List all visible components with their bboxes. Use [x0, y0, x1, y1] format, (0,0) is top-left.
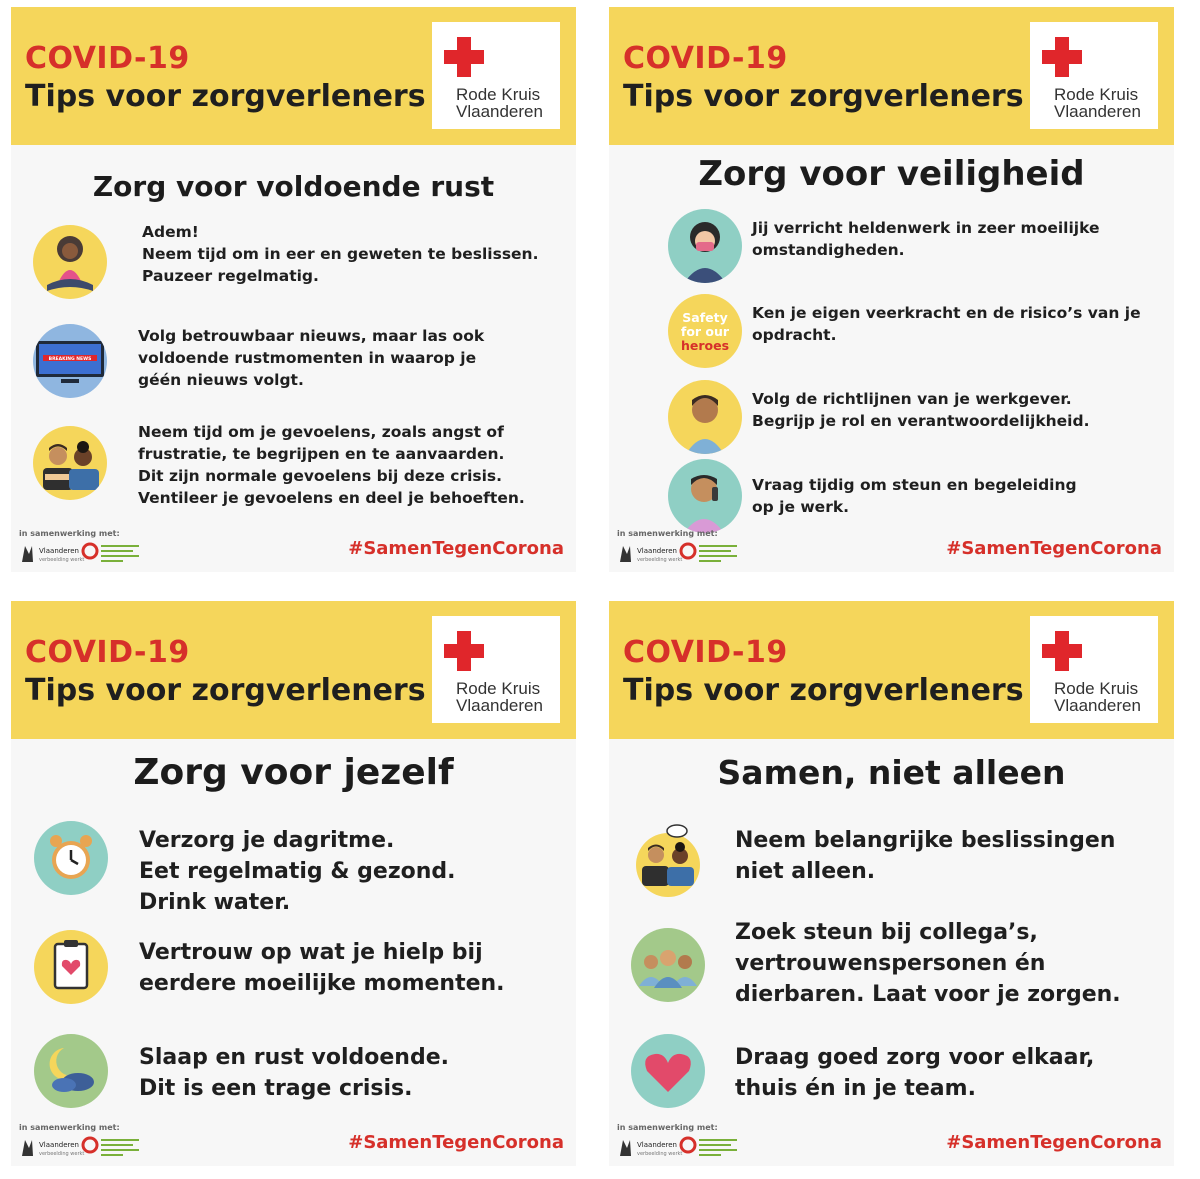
tip-card-jezelf: [11, 601, 576, 1166]
alarm-clock-icon: [34, 821, 108, 895]
partner-name: Vlaanderen: [39, 1141, 79, 1149]
tip-card-rust: [11, 7, 576, 572]
partner-label: in samenwerking met:: [617, 529, 718, 538]
partner-label: in samenwerking met:: [617, 1123, 718, 1132]
partner-label: in samenwerking met:: [19, 529, 120, 538]
badge-line-1: Safety: [682, 310, 728, 325]
partner-tagline: verbeelding werkt: [39, 1151, 85, 1157]
partner-logos: [617, 1132, 743, 1162]
badge-line-2: for our: [680, 324, 730, 339]
tip-text: Verzorg je dagritme. Eet regelmatig & gezond. Drink water.: [139, 828, 456, 915]
caregivers-talking-icon: [631, 823, 705, 897]
logo-line-1: Rode Kruis: [1054, 85, 1139, 104]
logo-line-1: Rode Kruis: [456, 679, 541, 698]
header-title: Tips voor zorgverleners: [25, 79, 426, 114]
tip-text: Zoek steun bij collega’s, vertrouwenspersonen én dierbaren. Laat voor je zorgen.: [735, 920, 1121, 1007]
header-title: Tips voor zorgverleners: [25, 673, 426, 708]
partner-logos: [19, 538, 145, 568]
hashtag: #SamenTegenCorona: [348, 1132, 564, 1153]
rode-kruis-logo: [1030, 22, 1158, 129]
logo-line-2: Vlaanderen: [1054, 696, 1141, 715]
partner-logos: [617, 538, 743, 568]
rode-kruis-logo: [1030, 616, 1158, 723]
partner-name: Vlaanderen: [39, 547, 79, 555]
card-title: Zorg voor voldoende rust: [92, 170, 495, 203]
masked-nurse-icon: [668, 209, 742, 283]
caregiver-man-icon: [668, 380, 742, 454]
tip-text: Ken je eigen veerkracht en de risico’s van je opdracht.: [752, 304, 1141, 344]
moon-cloud-icon: [34, 1034, 108, 1108]
tv-news-label: BREAKING NEWS: [48, 357, 92, 362]
tip-text: Slaap en rust voldoende. Dit is een trage crisis.: [139, 1045, 449, 1101]
badge-line-3: heroes: [680, 338, 730, 353]
card-title: Zorg voor veiligheid: [698, 154, 1085, 194]
partner-tagline: verbeelding werkt: [637, 557, 683, 563]
partner-tagline: verbeelding werkt: [39, 557, 85, 563]
logo-line-1: Rode Kruis: [456, 85, 541, 104]
partner-logos: [19, 1132, 145, 1162]
safety-for-heroes-icon: [668, 294, 742, 368]
tip-text: Jij verricht heldenwerk in zeer moeilijke omstandigheden.: [752, 219, 1100, 259]
tip-text: Neem tijd om je gevoelens, zoals angst of frustratie, te begrijpen en te aanvaarden. Dit zijn normale gevoelens bij deze crisis. Ventileer je gevoelens en deel je behoeften.: [138, 423, 525, 507]
colleagues-group-icon: [631, 928, 705, 1002]
rode-kruis-logo: [432, 616, 560, 723]
man-on-phone-icon: [668, 459, 742, 533]
clipboard-heart-icon: [34, 930, 108, 1004]
header-title: Tips voor zorgverleners: [623, 673, 1024, 708]
red-cross-icon: [444, 37, 484, 77]
covid-label: COVID-19: [623, 635, 788, 670]
card-header: [609, 7, 1174, 145]
partner-name: Vlaanderen: [637, 547, 677, 555]
tv-breaking-news-icon: [33, 324, 107, 398]
covid-label: COVID-19: [623, 41, 788, 76]
red-cross-icon: [444, 631, 484, 671]
tip-text: Neem belangrijke beslissingen niet alleen.: [735, 828, 1116, 884]
card-header: [609, 601, 1174, 739]
partner-name: Vlaanderen: [637, 1141, 677, 1149]
tip-card-veiligheid: [609, 7, 1174, 572]
heart-icon: [631, 1034, 705, 1108]
tip-text: Draag goed zorg voor elkaar, thuis én in je team.: [735, 1045, 1095, 1101]
tip-text: Vertrouw op wat je hielp bij eerdere moeilijke momenten.: [139, 940, 505, 996]
covid-label: COVID-19: [25, 635, 190, 670]
two-caregivers-icon: [33, 426, 107, 500]
card-title: Zorg voor jezelf: [133, 752, 454, 793]
tip-text: Vraag tijdig om steun en begeleiding op je werk.: [752, 476, 1077, 516]
hashtag: #SamenTegenCorona: [348, 538, 564, 559]
meditating-woman-icon: [33, 225, 107, 299]
partner-label: in samenwerking met:: [19, 1123, 120, 1132]
card-header: [11, 601, 576, 739]
logo-line-2: Vlaanderen: [456, 696, 543, 715]
logo-line-1: Rode Kruis: [1054, 679, 1139, 698]
hashtag: #SamenTegenCorona: [946, 538, 1162, 559]
partner-tagline: verbeelding werkt: [637, 1151, 683, 1157]
rode-kruis-logo: [432, 22, 560, 129]
header-title: Tips voor zorgverleners: [623, 79, 1024, 114]
red-cross-icon: [1042, 37, 1082, 77]
hashtag: #SamenTegenCorona: [946, 1132, 1162, 1153]
card-header: [11, 7, 576, 145]
logo-line-2: Vlaanderen: [456, 102, 543, 121]
tip-card-samen: [609, 601, 1174, 1166]
covid-label: COVID-19: [25, 41, 190, 76]
tip-text: Volg betrouwbaar nieuws, maar las ook voldoende rustmomenten in waarop je géén nieuws volgt.: [138, 327, 485, 389]
tip-text: Adem! Neem tijd om in eer en geweten te beslissen. Pauzeer regelmatig.: [142, 223, 539, 285]
card-title: Samen, niet alleen: [717, 753, 1066, 792]
red-cross-icon: [1042, 631, 1082, 671]
tip-text: Volg de richtlijnen van je werkgever. Begrijp je rol en verantwoordelijkheid.: [752, 390, 1090, 430]
logo-line-2: Vlaanderen: [1054, 102, 1141, 121]
